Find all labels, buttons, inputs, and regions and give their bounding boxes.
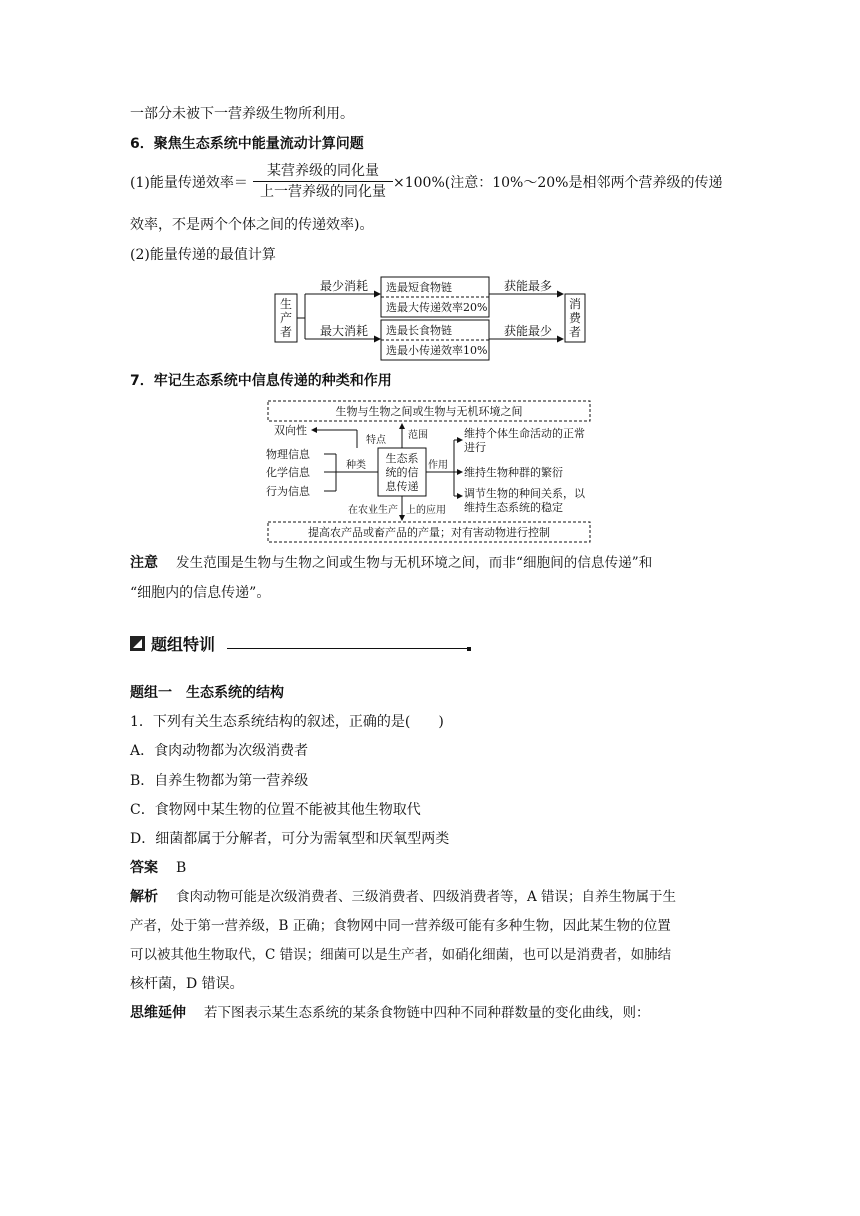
consumer-char: 消 [568, 297, 582, 311]
fraction-numerator: 某营养级的同化量 [267, 163, 379, 179]
role1-text: 维持个体生命活动的正常 [464, 427, 585, 440]
formula-suffix: ×100%(注意：10%～20%是相邻两个营养级的传递 [393, 175, 723, 191]
scope-box-text: 生物与生物之间或生物与无机环境之间 [335, 405, 523, 418]
agri-left-label: 在农业生产 [348, 505, 398, 516]
divider-dot [467, 647, 471, 651]
extension-text: 若下图表示某生态系统的某条食物链中四种不同种群数量的变化曲线，则： [204, 1005, 650, 1021]
longest-chain-text: 选最长食物链 [386, 324, 452, 337]
range-label: 范围 [408, 430, 428, 441]
consumer-char: 费 [568, 311, 582, 325]
note-text: “细胞内的信息传递”。 [130, 585, 271, 601]
option-d: D．细菌都属于分解者，可分为需氧型和厌氧型两类 [130, 831, 450, 847]
section-heading-7: 7．牢记生态系统中信息传递的种类和作用 [130, 373, 392, 389]
option-a: A．食肉动物都为次级消费者 [130, 743, 309, 759]
center-text: 息传递 [385, 480, 419, 493]
least-energy-label: 获能最少 [504, 324, 553, 338]
fraction-denominator: 上一营养级的同化量 [260, 184, 386, 200]
energy-max-min-diagram [270, 272, 590, 364]
pencil-icon [130, 636, 145, 651]
role3-text: 调节生物的种间关系，以 [464, 487, 585, 500]
agri-right-label: 上的应用 [406, 505, 446, 516]
consumer-char: 者 [568, 325, 582, 339]
role3-text: 维持生态系统的稳定 [464, 501, 563, 514]
most-energy-label: 获能最多 [504, 279, 553, 293]
producer-char: 者 [279, 325, 293, 339]
analysis-text: 可以被其他生物取代，C 错误；细菌可以是生产者，如硝化细菌，也可以是消费者，如肺结 [130, 947, 672, 963]
producer-char: 生 [279, 297, 293, 311]
role2-text: 维持生物种群的繁衍 [464, 466, 563, 479]
analysis-text: 食肉动物可能是次级消费者、三级消费者、四级消费者等，A 错误；自养生物属于生 [176, 889, 677, 905]
feature-label: 特点 [366, 435, 386, 446]
section-title: 题组特训 [151, 635, 216, 654]
note-label: 注意 [130, 555, 158, 571]
option-b: B．自养生物都为第一营养级 [130, 773, 309, 789]
application-box-text: 提高农产品或畜产品的产量；对有害动物进行控制 [308, 526, 550, 539]
center-text: 生态系 [385, 452, 419, 465]
behavior-info-label: 行为信息 [266, 485, 310, 498]
option-c: C．食物网中某生物的位置不能被其他生物取代 [130, 802, 421, 818]
physical-info-label: 物理信息 [266, 448, 310, 461]
analysis-label: 解析 [130, 889, 158, 905]
text-line: 一部分未被下一营养级生物所利用。 [130, 106, 354, 122]
extension-label: 思维延伸 [130, 1005, 186, 1021]
group-heading: 题组一 生态系统的结构 [130, 685, 284, 701]
max-efficiency-text: 选最大传递效率20% [386, 301, 488, 314]
center-text: 统的信 [385, 466, 419, 479]
shortest-chain-text: 选最短食物链 [386, 281, 452, 294]
role-label: 作用 [428, 460, 448, 471]
analysis-text: 产者，处于第一营养级，B 正确；食物网中同一营养级可能有多种生物，因此某生物的位置 [130, 918, 671, 934]
text-line: 效率，不是两个个体之间的传递效率)。 [130, 217, 374, 233]
max-consumption-label: 最大消耗 [320, 324, 369, 338]
section-header [130, 632, 471, 655]
note-text: 发生范围是生物与生物之间或生物与无机环境之间，而非“细胞间的信息传递”和 [176, 555, 653, 571]
min-consumption-label: 最少消耗 [320, 279, 369, 293]
role1-text: 进行 [464, 441, 486, 454]
min-efficiency-text: 选最小传递效率10% [386, 344, 488, 357]
producer-char: 产 [279, 311, 293, 325]
text-line: (2)能量传递的最值计算 [130, 247, 276, 263]
question-text: 1．下列有关生态系统结构的叙述，正确的是( ) [130, 714, 444, 730]
information-transfer-diagram [262, 398, 596, 546]
formula-prefix: (1)能量传递效率＝ [130, 175, 248, 191]
section-heading-6: 6．聚焦生态系统中能量流动计算问题 [130, 136, 364, 152]
answer-label: 答案 [130, 860, 158, 876]
kinds-label: 种类 [346, 460, 366, 471]
answer-value: B [176, 860, 187, 876]
efficiency-fraction [253, 162, 393, 201]
divider [227, 638, 467, 649]
analysis-text: 核杆菌，D 错误。 [130, 976, 244, 992]
bidirectional-label: 双向性 [274, 424, 307, 437]
chemical-info-label: 化学信息 [266, 466, 310, 479]
